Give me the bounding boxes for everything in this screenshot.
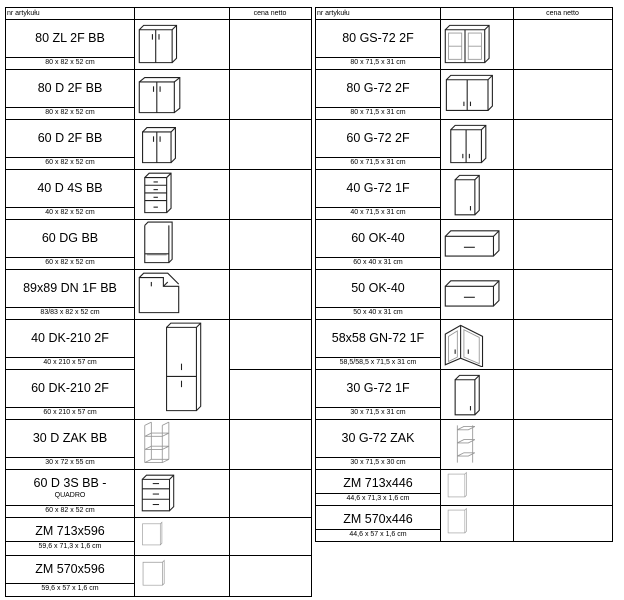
wall-cabinet-2-door-icon <box>442 71 511 117</box>
table-rule <box>5 541 134 542</box>
header-article-number: nr artykułu <box>7 10 40 17</box>
net-price-cell <box>514 220 612 269</box>
table-rule <box>315 107 440 108</box>
hood-cabinet-icon <box>442 221 511 267</box>
drawer-cabinet-4-drawer-icon <box>136 171 227 217</box>
article-code: 80 G-72 2F <box>346 81 410 95</box>
hood-cabinet-icon <box>442 271 511 317</box>
net-price-cell <box>514 470 612 505</box>
article-code: 30 G-72 1F <box>346 381 410 395</box>
article-dimensions: 30 x 72 x 55 cm <box>45 459 95 466</box>
table-rule <box>134 7 135 597</box>
article-dimensions: 80 x 82 x 52 cm <box>45 59 95 66</box>
article-code: ZM 570x446 <box>343 512 413 526</box>
wall-cabinet-2-door-icon <box>442 121 511 167</box>
article-dimensions: 80 x 71,5 x 31 cm <box>350 59 406 66</box>
article-dimensions: 44,6 x 71,3 x 1,6 cm <box>346 495 410 502</box>
table-rule <box>315 457 440 458</box>
front-panel-icon <box>442 471 511 503</box>
table-rule <box>5 207 134 208</box>
article-dimensions: 80 x 71,5 x 31 cm <box>350 109 406 116</box>
article-dimensions: 60 x 82 x 52 cm <box>45 259 95 266</box>
header-net-price: cena netto <box>253 10 287 17</box>
table-rule <box>311 7 312 597</box>
article-code: ZM 570x596 <box>35 562 105 576</box>
article-dimensions: 50 x 40 x 31 cm <box>353 309 403 316</box>
article-code: 40 DK-210 2F <box>31 331 109 345</box>
corner-wall-cabinet-icon <box>442 321 511 367</box>
wall-cabinet-1-door-icon <box>442 371 511 417</box>
net-price-cell <box>230 420 311 469</box>
table-rule <box>315 7 613 8</box>
oven-housing-cabinet-icon <box>136 221 227 267</box>
table-rule <box>612 7 613 542</box>
table-rule <box>5 583 134 584</box>
article-dimensions: 60 x 82 x 52 cm <box>45 507 95 514</box>
table-rule <box>315 257 440 258</box>
front-panel-icon <box>442 507 511 539</box>
article-code: 30 D ZAK BB <box>32 431 108 445</box>
open-end-shelf-icon <box>136 421 227 467</box>
table-rule <box>315 207 440 208</box>
base-cabinet-2-door-icon <box>136 71 227 117</box>
net-price-cell <box>230 556 311 596</box>
front-panel-icon <box>136 519 227 553</box>
article-dimensions: 40 x 71,5 x 31 cm <box>350 209 406 216</box>
article-dimensions: 40 x 210 x 57 cm <box>43 359 97 366</box>
table-rule <box>315 157 440 158</box>
table-rule <box>315 307 440 308</box>
net-price-cell <box>514 506 612 541</box>
net-price-cell <box>514 270 612 319</box>
article-code: 40 D 4S BB <box>37 181 103 195</box>
net-price-cell <box>230 320 311 369</box>
article-dimensions: 80 x 82 x 52 cm <box>45 109 95 116</box>
article-code: 40 G-72 1F <box>346 181 410 195</box>
net-price-cell <box>230 370 311 419</box>
article-code: ZM 713x446 <box>343 476 413 490</box>
article-code: 80 GS-72 2F <box>342 31 414 45</box>
wall-cabinet-1-door-icon <box>442 171 511 217</box>
article-dimensions: 60 x 71,5 x 31 cm <box>350 159 406 166</box>
table-rule <box>5 7 312 8</box>
table-rule <box>5 505 134 506</box>
table-rule <box>440 7 441 542</box>
article-dimensions: 60 x 82 x 52 cm <box>45 159 95 166</box>
table-rule <box>315 357 440 358</box>
front-panel-icon <box>136 557 227 594</box>
article-code: 60 OK-40 <box>351 231 405 245</box>
article-code: 89x89 DN 1F BB <box>23 281 117 295</box>
article-code: 30 G-72 ZAK <box>341 431 415 445</box>
table-rule <box>5 257 134 258</box>
net-price-cell <box>230 470 311 517</box>
article-dimensions: 30 x 71,5 x 30 cm <box>350 459 406 466</box>
article-dimensions: 83/83 x 82 x 52 cm <box>40 309 100 316</box>
net-price-cell <box>514 420 612 469</box>
article-series-label: QUADRO <box>54 492 86 499</box>
article-code: 60 DK-210 2F <box>31 381 109 395</box>
table-rule <box>315 57 440 58</box>
tall-cabinet-icon <box>136 321 227 417</box>
corner-base-cabinet-icon <box>136 271 227 317</box>
table-rule <box>5 57 134 58</box>
table-rule <box>5 596 312 597</box>
article-code: 58x58 GN-72 1F <box>331 331 425 345</box>
article-dimensions: 30 x 71,5 x 31 cm <box>350 409 406 416</box>
net-price-cell <box>514 320 612 369</box>
article-dimensions: 58,5/58,5 x 71,5 x 31 cm <box>339 359 417 366</box>
table-rule <box>315 541 613 542</box>
net-price-cell <box>230 20 311 69</box>
glass-wall-cabinet-icon <box>442 21 511 67</box>
article-code: ZM 713x596 <box>35 524 105 538</box>
net-price-cell <box>514 170 612 219</box>
article-dimensions: 44,6 x 57 x 1,6 cm <box>349 531 407 538</box>
net-price-cell <box>514 120 612 169</box>
table-rule <box>315 407 440 408</box>
article-code: 60 DG BB <box>41 231 99 245</box>
net-price-cell <box>230 270 311 319</box>
net-price-cell <box>230 120 311 169</box>
sink-base-cabinet-2-door-icon <box>136 21 227 67</box>
net-price-cell <box>230 518 311 555</box>
article-dimensions: 59,6 x 57 x 1,6 cm <box>41 585 99 592</box>
article-code: 60 D 2F BB <box>37 131 103 145</box>
drawer-cabinet-3-drawer-icon <box>136 471 227 515</box>
net-price-cell <box>514 20 612 69</box>
table-rule <box>5 457 134 458</box>
table-rule <box>5 307 134 308</box>
open-end-shelf-icon <box>442 421 511 467</box>
article-code: 80 D 2F BB <box>37 81 103 95</box>
header-net-price: cena netto <box>546 10 579 17</box>
article-dimensions: 59,6 x 71,3 x 1,6 cm <box>38 543 102 550</box>
article-code: 60 G-72 2F <box>346 131 410 145</box>
table-rule <box>315 493 440 494</box>
header-article-number: nr artykułu <box>317 10 350 17</box>
article-dimensions: 60 x 210 x 57 cm <box>43 409 97 416</box>
net-price-cell <box>514 370 612 419</box>
table-rule <box>315 529 440 530</box>
base-cabinet-2-door-icon <box>136 121 227 167</box>
article-code: 50 OK-40 <box>351 281 405 295</box>
article-code: 80 ZL 2F BB <box>35 31 105 45</box>
article-dimensions: 60 x 40 x 31 cm <box>353 259 403 266</box>
table-rule <box>5 357 134 358</box>
net-price-cell <box>514 70 612 119</box>
table-rule <box>5 157 134 158</box>
net-price-cell <box>230 220 311 269</box>
article-dimensions: 40 x 82 x 52 cm <box>45 209 95 216</box>
net-price-cell <box>230 170 311 219</box>
table-rule <box>5 107 134 108</box>
article-code: 60 D 3S BB - <box>33 476 107 490</box>
table-rule <box>5 407 134 408</box>
net-price-cell <box>230 70 311 119</box>
